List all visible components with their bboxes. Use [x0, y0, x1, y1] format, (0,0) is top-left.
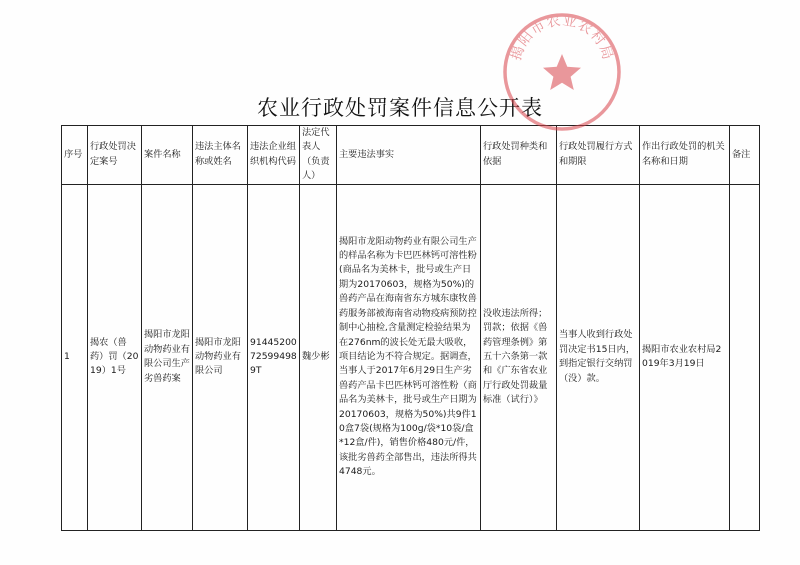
- header-authority: 作出行政处罚的机关名称和日期: [640, 126, 730, 185]
- header-remarks: 备注: [730, 126, 760, 185]
- header-legal-rep: 法定代表人（负责人）: [300, 126, 337, 185]
- header-org-code: 违法企业组织机构代码: [248, 126, 300, 185]
- header-performance: 行政处罚履行方式和期限: [557, 126, 640, 185]
- case-info-table: [61, 125, 760, 531]
- header-case-name: 案件名称: [142, 126, 193, 185]
- seal-text: 揭阳市农业农村局: [508, 12, 616, 63]
- header-penalty: 行政处罚种类和依据: [481, 126, 557, 185]
- cell-org-code: 91445200725994989T: [248, 184, 300, 530]
- cell-remarks: [730, 184, 760, 530]
- cell-legal-rep: 魏少彬: [300, 184, 337, 530]
- header-decision-no: 行政处罚决定案号: [88, 126, 142, 185]
- cell-facts: 揭阳市龙阳动物药业有限公司生产的样品名称为卡巴匹林钙可溶性粉(商品名为美林卡，批号或生产日期为20170603，规格为50%)的兽药产品在海南省东方城东康牧兽药服务部被海南省动物疫病预防控制中心抽检,含量测定检验结果为在276nm的波长处无最大吸收，项目结论为不符合规定。据调查，当事人于2017年6月29日生产劣兽药产品卡巴匹林钙可溶性粉（商品名为美林卡，批号或生产日期为20170603，规格为50%)共9件10盒7袋(规格为100g/袋*10袋/盒*12盒/件)，销售价格480元/件，该批劣兽药全部售出，违法所得共4748元。: [337, 184, 481, 530]
- cell-case-name: 揭阳市龙阳动物药业有限公司生产劣兽药案: [142, 184, 193, 530]
- header-subject: 违法主体名称或姓名: [193, 126, 248, 185]
- seal-star-icon: [543, 54, 581, 90]
- header-facts: 主要违法事实: [337, 126, 481, 185]
- cell-performance: 当事人收到行政处罚决定书15日内，到指定银行交纳罚（没）款。: [557, 184, 640, 530]
- cell-subject: 揭阳市龙阳动物药业有限公司: [193, 184, 248, 530]
- table-row: [62, 184, 760, 530]
- page-title: 农业行政处罚案件信息公开表: [257, 96, 543, 120]
- cell-penalty: 没收违法所得；罚款；依据《兽药管理条例》第五十六条第一款和《广东省农业厅行政处罚裁量标准（试行）》: [481, 184, 557, 530]
- cell-decision-no: 揭农（兽药）罚（2019）1号: [88, 184, 142, 530]
- header-row: [62, 126, 760, 185]
- cell-authority: 揭阳市农业农村局2019年3月19日: [640, 184, 730, 530]
- header-seq: 序号: [62, 126, 88, 185]
- cell-seq: 1: [62, 184, 88, 530]
